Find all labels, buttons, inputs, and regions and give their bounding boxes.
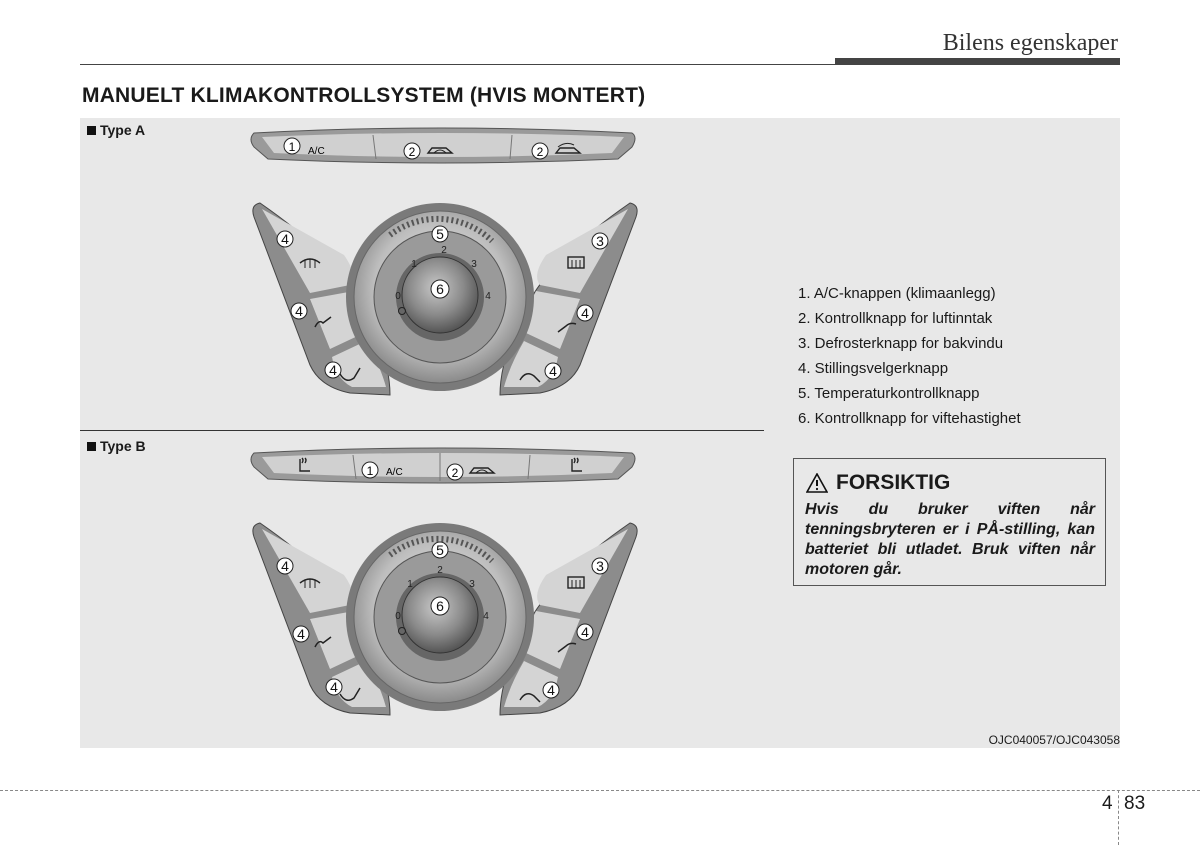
svg-text:2: 2 bbox=[451, 466, 459, 480]
chapter-number: 4 bbox=[1102, 793, 1113, 814]
callout-4: 4 bbox=[281, 231, 289, 247]
warning-triangle-icon bbox=[806, 473, 828, 493]
caution-text: Hvis du bruker viften når tenningsbryteren er i PÅ-stilling, kan batteriet bli utladet. Bruk viften når motoren går. bbox=[805, 501, 1095, 578]
svg-text:4: 4 bbox=[485, 291, 491, 302]
callout-6: 6 bbox=[436, 281, 444, 297]
page-number-divider bbox=[1118, 790, 1119, 845]
caution-box bbox=[793, 458, 1106, 586]
legend-item: 2. Kontrollknapp for luftinntak bbox=[798, 310, 993, 327]
callout-4: 4 bbox=[549, 363, 557, 379]
callout-4: 4 bbox=[281, 558, 289, 574]
callout-5: 5 bbox=[436, 226, 444, 242]
caution-title: FORSIKTIG bbox=[836, 471, 951, 494]
legend-item: 6. Kontrollknapp for viftehastighet bbox=[798, 410, 1021, 427]
svg-text:1: 1 bbox=[411, 259, 417, 270]
control-strip bbox=[251, 448, 635, 483]
callout-4: 4 bbox=[581, 624, 589, 640]
header-bar bbox=[835, 58, 1120, 65]
svg-text:4: 4 bbox=[483, 611, 489, 622]
svg-text:2: 2 bbox=[536, 145, 544, 159]
svg-text:A/C: A/C bbox=[308, 146, 325, 157]
legend-item: 4. Stillingsvelgerknapp bbox=[798, 360, 949, 377]
callout-4: 4 bbox=[295, 303, 303, 319]
svg-text:1: 1 bbox=[407, 579, 413, 590]
figure-divider bbox=[80, 430, 764, 431]
svg-text:1: 1 bbox=[288, 140, 296, 154]
type-b-diagram bbox=[240, 445, 650, 730]
caution-header bbox=[806, 471, 950, 495]
svg-text:1: 1 bbox=[366, 464, 374, 478]
callout-4: 4 bbox=[329, 362, 337, 378]
type-a-diagram bbox=[240, 125, 650, 410]
footer-rule bbox=[0, 790, 1200, 791]
section-title: Bilens egenskaper bbox=[942, 30, 1118, 56]
legend-item: 1. A/C-knappen (klimaanlegg) bbox=[798, 285, 996, 302]
svg-text:3: 3 bbox=[469, 579, 475, 590]
type-a-label: Type A bbox=[87, 122, 145, 138]
callout-3: 3 bbox=[596, 558, 604, 574]
legend-list bbox=[798, 281, 1021, 431]
callout-6: 6 bbox=[436, 598, 444, 614]
callout-3: 3 bbox=[596, 233, 604, 249]
page-number: 83 bbox=[1124, 793, 1146, 814]
svg-text:2: 2 bbox=[437, 565, 443, 576]
callout-4: 4 bbox=[547, 682, 555, 698]
callout-4: 4 bbox=[581, 305, 589, 321]
callout-4: 4 bbox=[297, 626, 305, 642]
svg-text:2: 2 bbox=[441, 245, 447, 256]
figure-code: OJC040057/OJC043058 bbox=[988, 733, 1120, 747]
svg-text:A/C: A/C bbox=[386, 467, 403, 478]
type-b-label: Type B bbox=[87, 438, 146, 454]
callout-4: 4 bbox=[330, 679, 338, 695]
legend-item: 5. Temperaturkontrollknapp bbox=[798, 385, 980, 402]
header-rule bbox=[80, 64, 836, 65]
legend-item: 3. Defrosterknapp for bakvindu bbox=[798, 335, 1004, 352]
svg-text:2: 2 bbox=[408, 145, 416, 159]
svg-text:3: 3 bbox=[471, 259, 477, 270]
svg-text:0: 0 bbox=[395, 291, 401, 302]
callout-5: 5 bbox=[436, 542, 444, 558]
page-heading: MANUELT KLIMAKONTROLLSYSTEM (HVIS MONTERT) bbox=[82, 84, 646, 107]
svg-text:0: 0 bbox=[395, 611, 401, 622]
